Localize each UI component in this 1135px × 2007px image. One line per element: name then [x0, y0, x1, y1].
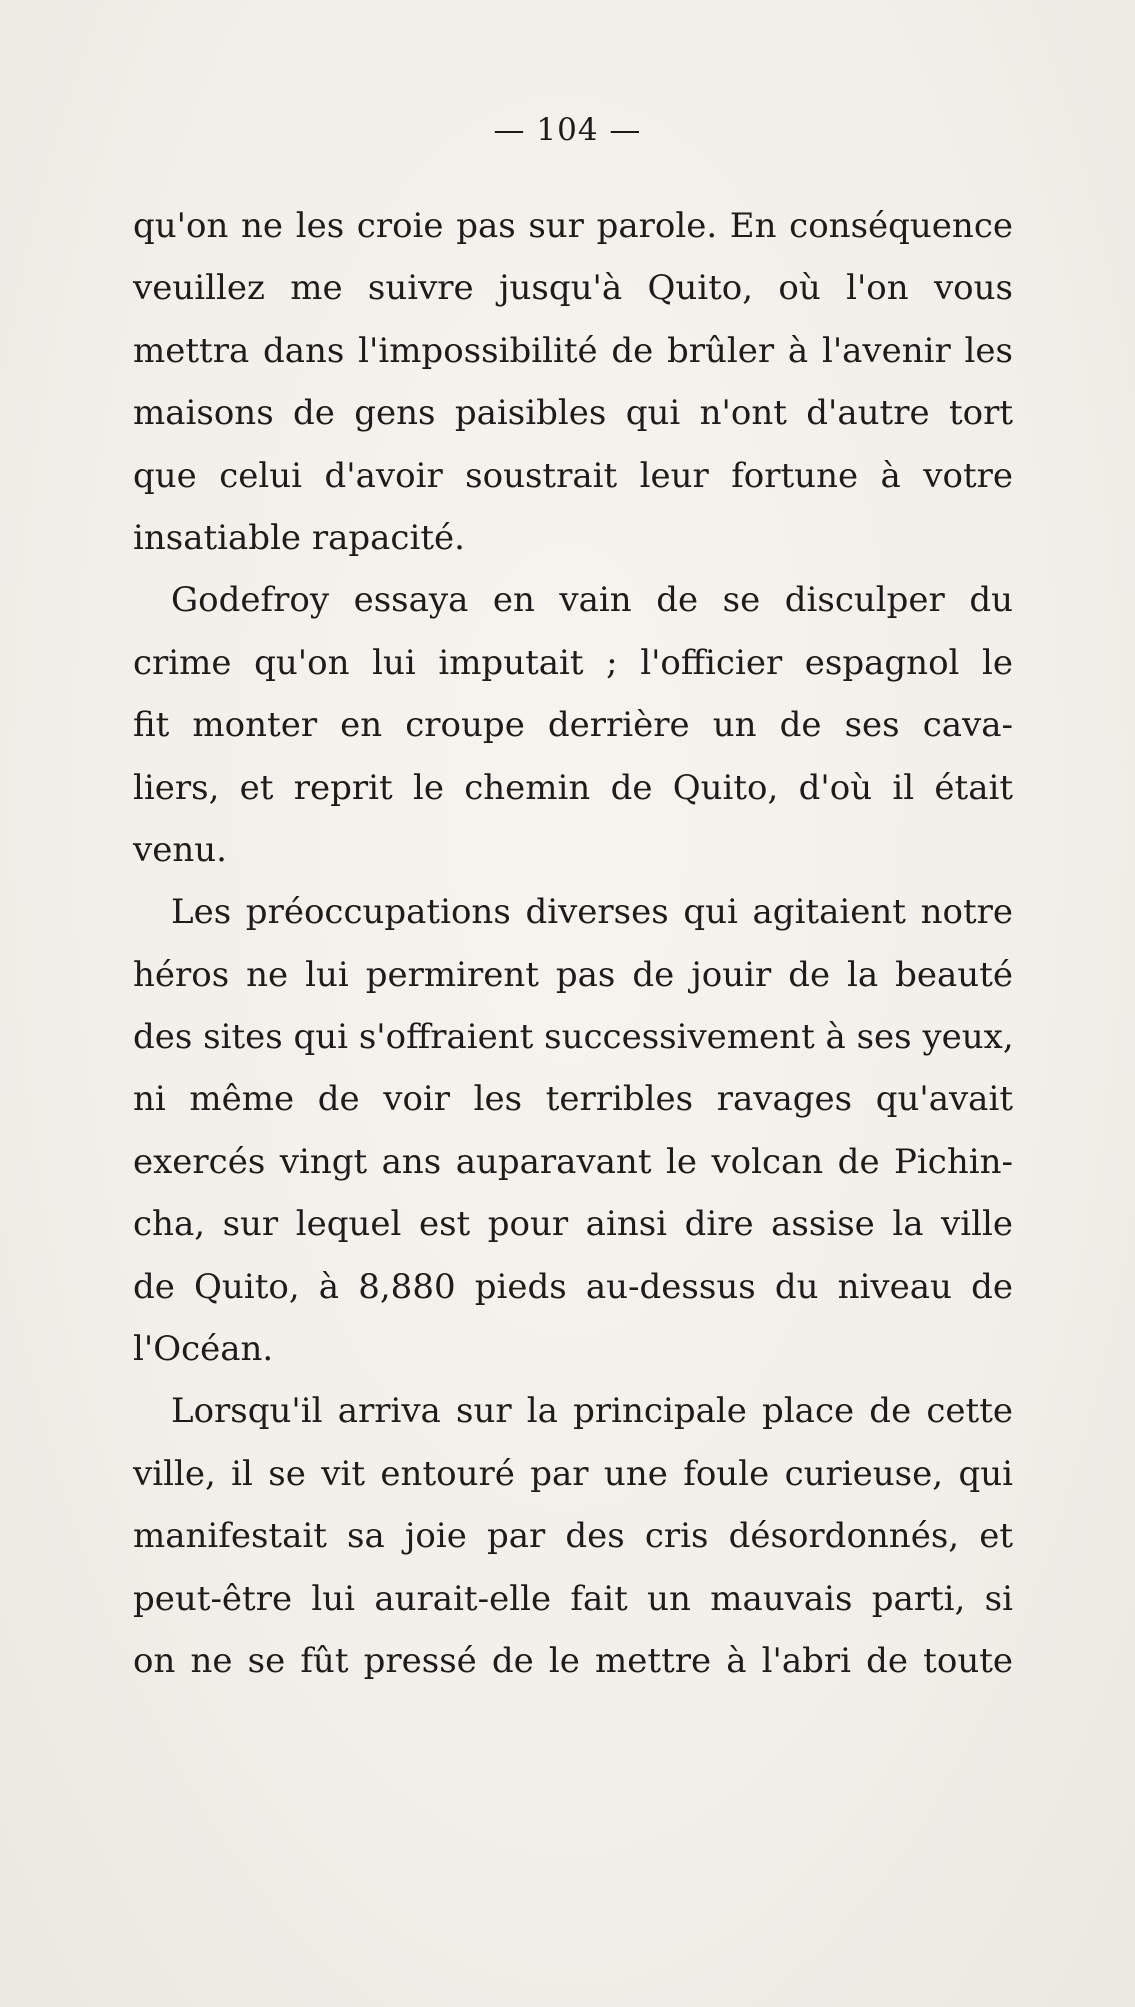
text-line: héros ne lui permirent pas de jouir de la beauté	[133, 954, 1013, 995]
page-number: — 104 —	[493, 112, 642, 148]
text-line: mettra dans l'impossibilité de brûler à l'avenir les	[133, 330, 1013, 371]
paragraph	[133, 1380, 1013, 1692]
text-line: qu'on ne les croie pas sur parole. En conséquence	[133, 206, 1013, 246]
text-line: venu.	[133, 829, 227, 870]
text-line: de Quito, à 8,880 pieds au-dessus du niveau de	[133, 1266, 1013, 1307]
paragraph	[133, 569, 1013, 881]
text-line: insatiable rapacité.	[133, 517, 465, 558]
text-line: exercés vingt ans auparavant le volcan de Pichin-	[133, 1141, 1013, 1182]
text-line: l'Océan.	[133, 1329, 274, 1370]
paragraph	[133, 881, 1013, 1380]
text-line: maisons de gens paisibles qui n'ont d'autre tort	[133, 393, 1013, 434]
text-line: crime qu'on lui imputait ; l'officier espagnol le	[133, 642, 1013, 683]
body-text	[133, 195, 1013, 1692]
text-line: manifestait sa joie par des cris désordonnés, et	[133, 1516, 1013, 1557]
text-line: Godefroy essaya en vain de se disculper du	[171, 580, 1013, 621]
text-line: Les préoccupations diverses qui agitaient notre	[171, 892, 1013, 933]
text-line: Lorsqu'il arriva sur la principale place de cette	[171, 1391, 1013, 1432]
text-line: cha, sur lequel est pour ainsi dire assise la ville	[133, 1204, 1013, 1245]
text-line: que celui d'avoir soustrait leur fortune à votre	[133, 455, 1013, 496]
text-line: des sites qui s'offraient successivement à ses yeux,	[133, 1017, 1014, 1058]
text-line: veuillez me suivre jusqu'à Quito, où l'on vous	[133, 268, 1013, 309]
text-line: ni même de voir les terribles ravages qu'avait	[133, 1079, 1013, 1120]
paragraph	[133, 195, 1013, 569]
text-line: liers, et reprit le chemin de Quito, d'où il était	[133, 767, 1013, 808]
text-line: ville, il se vit entouré par une foule curieuse, qui	[133, 1453, 1013, 1494]
text-line: fit monter en croupe derrière un de ses cava-	[133, 705, 1013, 746]
text-line: peut-être lui aurait-elle fait un mauvais parti, si	[133, 1578, 1013, 1619]
text-line: on ne se fût pressé de le mettre à l'abri de toute	[133, 1640, 1013, 1681]
